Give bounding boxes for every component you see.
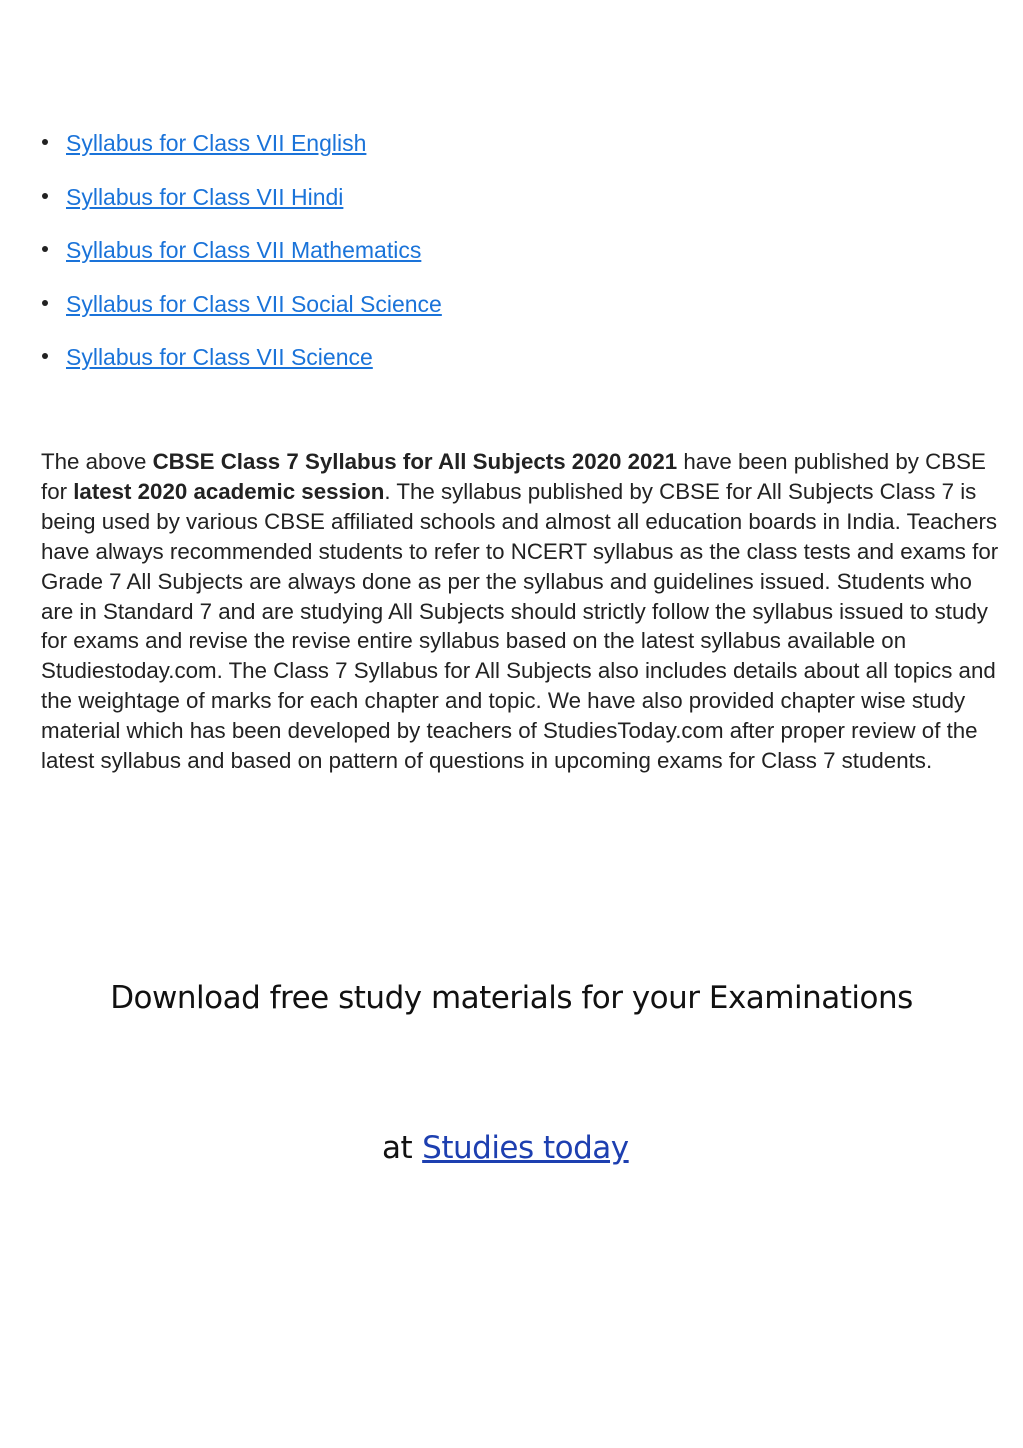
download-heading: Download free study materials for your Examinations (110, 980, 913, 1016)
bullet-icon (42, 300, 48, 306)
bullet-icon (42, 139, 48, 145)
para-text-3: . The syllabus published by CBSE for All Subjects Class 7 is being used by various CBSE affiliated schools and almost all education boards in India. Teachers have always recommended students to refer to NCERT syllabus as the class tests and exams for Grade 7 All Subjects are always done as per the syllabus and guidelines issued. Students who are in Standard 7 and are studying All Subjects should strictly follow the syllabus issued to study for exams and revise the revise entire syllabus based on the latest syllabus available on Studiestoday.com. The Class 7 Syllabus for All Subjects also includes details about all topics and the weightage of marks for each chapter and topic. We have also provided chapter wise study material which has been developed by teachers of StudiesToday.com after proper review of the latest syllabus and based on pattern of questions in upcoming exams for Class 7 students. (41, 478, 999, 774)
link-social-science-syllabus[interactable]: Syllabus for Class VII Social Science (66, 290, 442, 317)
studies-today-line (382, 1130, 629, 1166)
para-text-1: The above (41, 449, 153, 474)
list-item (42, 235, 982, 289)
link-mathematics-syllabus[interactable]: Syllabus for Class VII Mathematics (66, 237, 422, 263)
link-english-syllabus[interactable]: Syllabus for Class VII English (66, 130, 367, 156)
para-bold-2: latest 2020 academic session (73, 478, 385, 504)
bullet-icon (42, 246, 48, 252)
link-science-syllabus[interactable]: Syllabus for Class VII Science (66, 344, 373, 370)
syllabus-link-list (42, 128, 982, 396)
bullet-icon (42, 193, 48, 199)
at-text: at (382, 1130, 413, 1166)
list-item (42, 289, 982, 343)
para-bold-1: CBSE Class 7 Syllabus for All Subjects 2020 2021 (152, 449, 678, 474)
description-paragraph (41, 447, 1001, 776)
bullet-icon (42, 353, 48, 359)
link-hindi-syllabus[interactable]: Syllabus for Class VII Hindi (66, 183, 344, 210)
list-item (42, 128, 982, 182)
para-text-2: have been published by CBSE for (41, 449, 986, 504)
list-item (42, 342, 982, 396)
studies-today-link[interactable]: Studies today (422, 1130, 629, 1166)
list-item (42, 182, 982, 236)
